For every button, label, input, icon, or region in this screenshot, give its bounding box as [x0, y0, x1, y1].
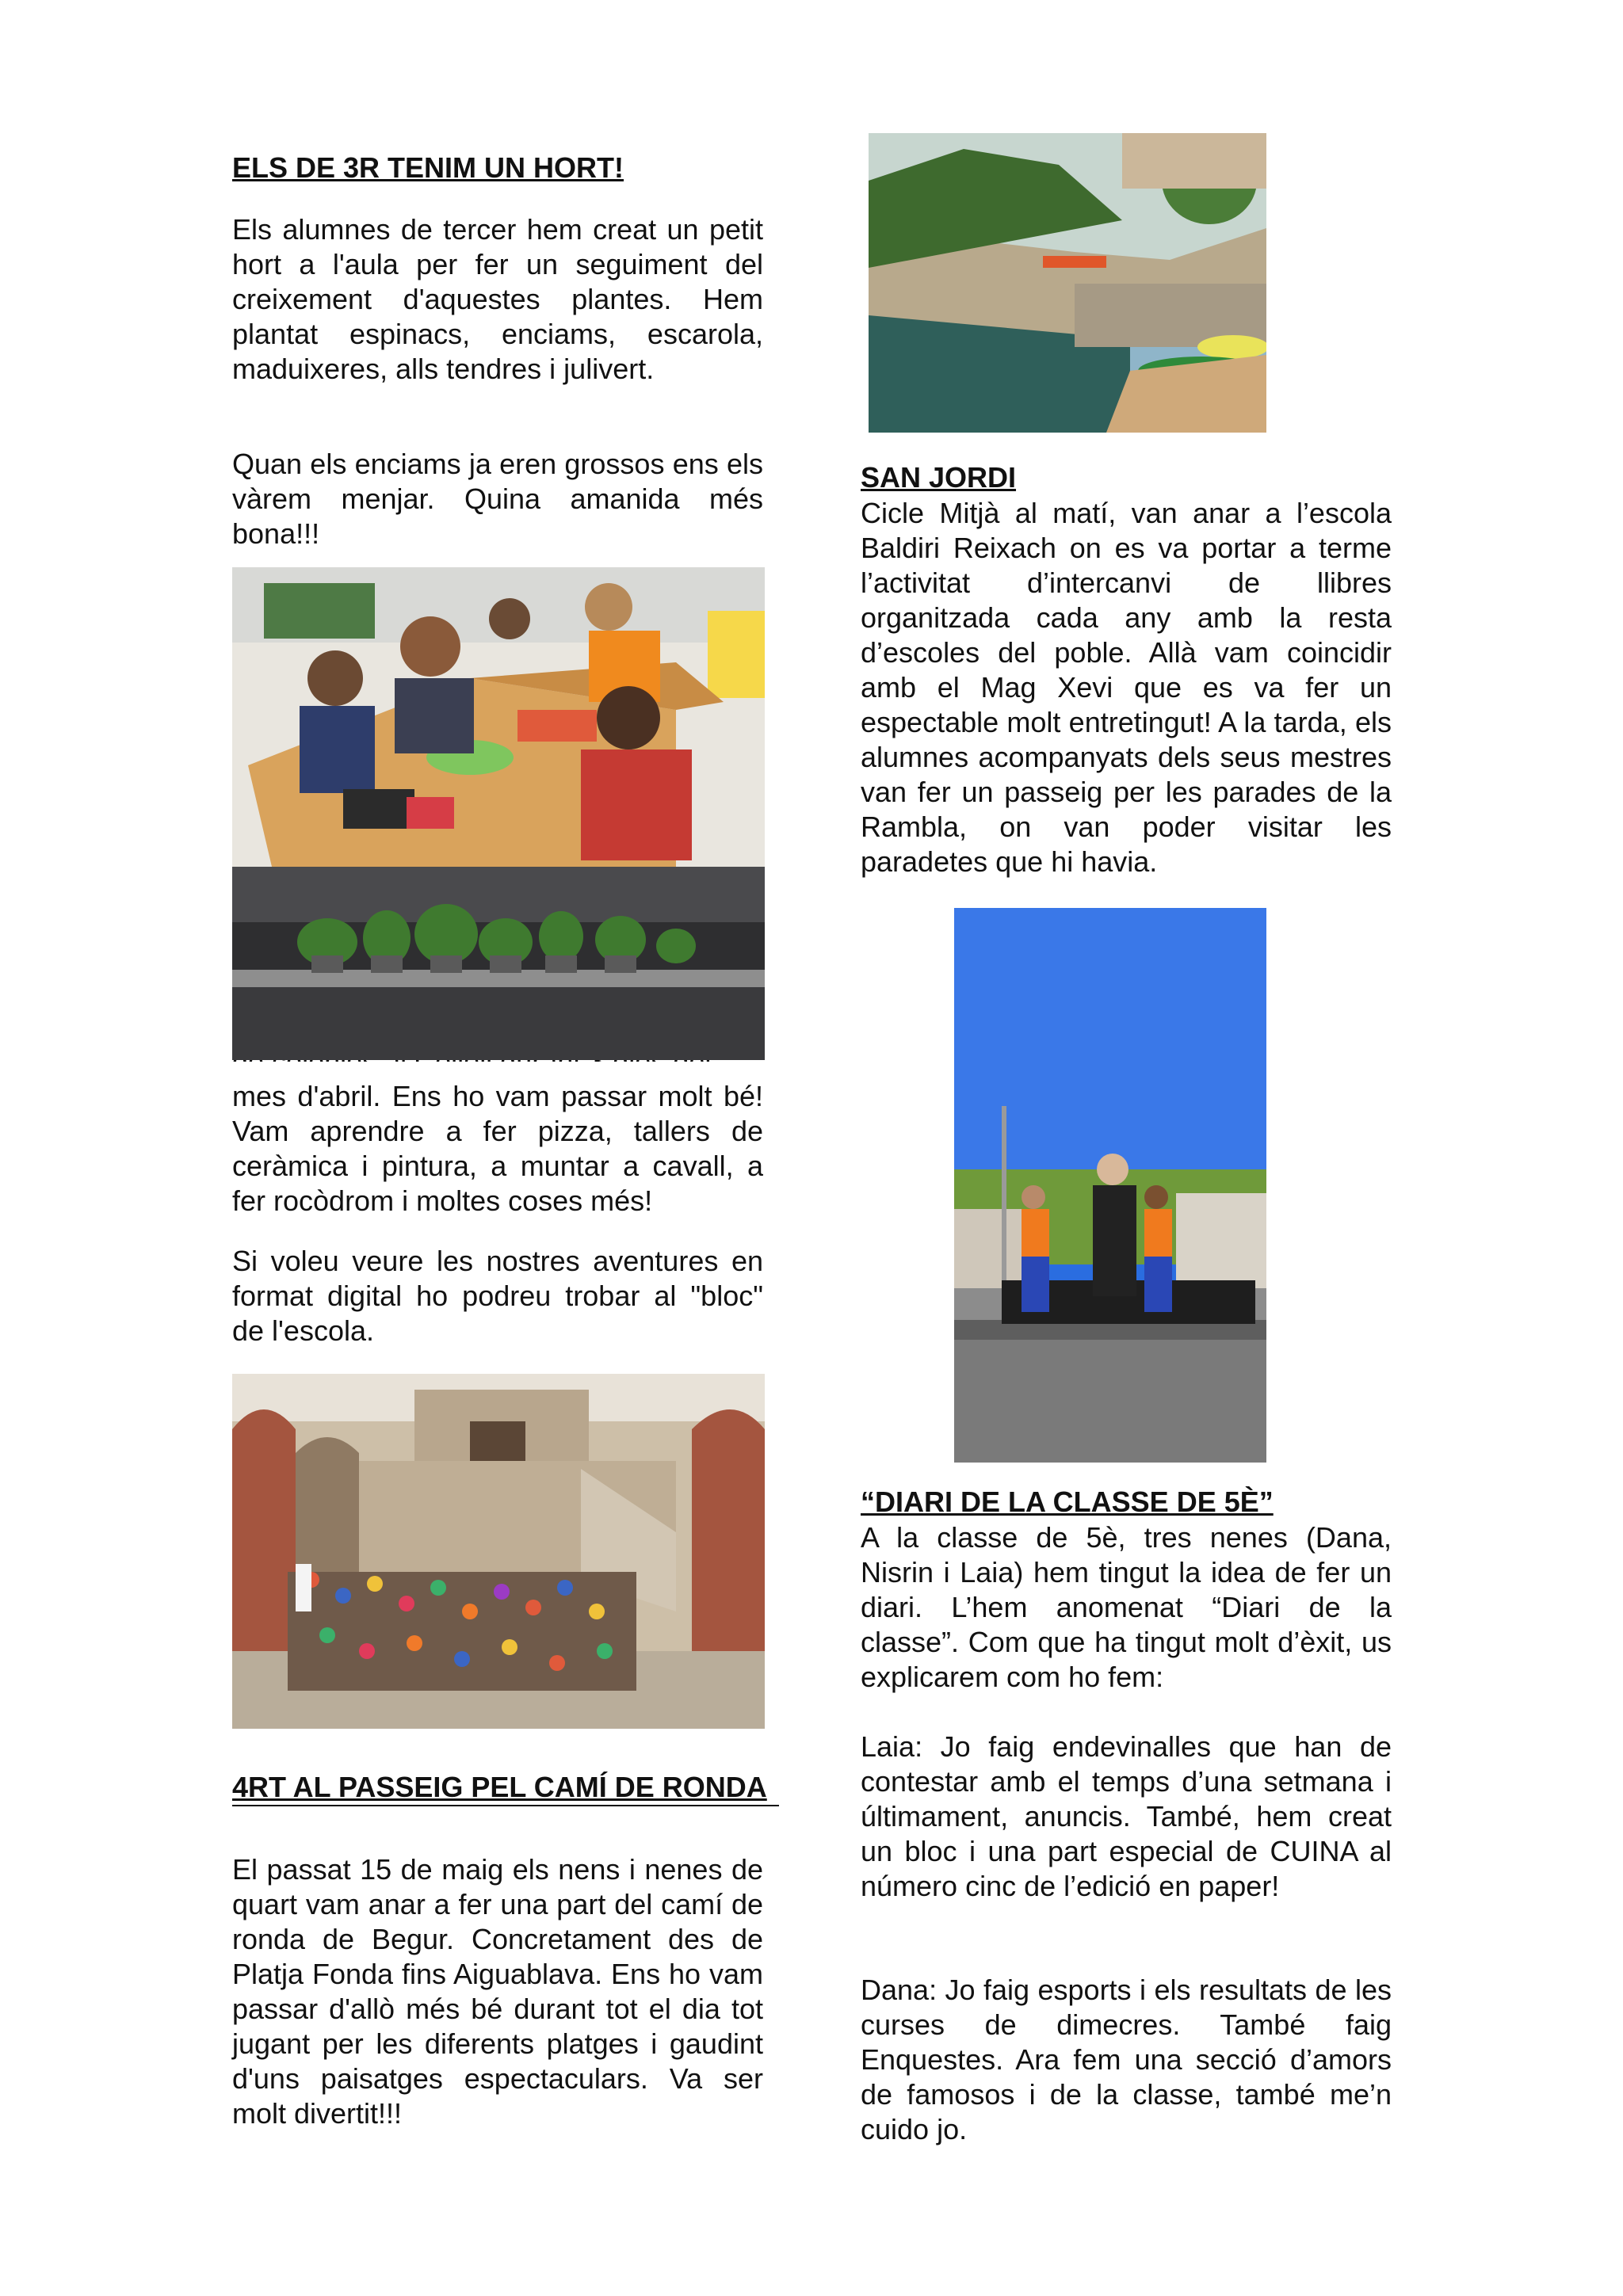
article-paragraph: El passat 15 de maig els nens i nenes de quart vam anar a fer una part del camí de ronda de Begur. Concretament des de Platja Fonda fins Aiguablava. Ens ho vam passar d'allò més bé durant tot el dia tot jugant per les diferents platges i gaudint d'uns paisatges espectaculars. Va ser molt divertit!!!: [232, 1853, 763, 2130]
windowsill-plants-photo: [232, 867, 765, 1060]
article-paragraph: Dana: Jo faig esports i els resultats de les curses de dimecres. També faig Enquestes. Ara fem una secció d’amors de famosos i de la classe, també me’n cuido jo.: [861, 1974, 1392, 2145]
article-title-diari-classe: “DIARI DE LA CLASSE DE 5È”: [861, 1486, 1274, 1518]
article-paragraph: Els alumnes de tercer hem creat un petit hort a l'aula per fer un seguiment del creixement d'aquestes plantes. Hem plantat espinacs, enciams, escarola, maduixeres, alls tendres i julivert.: [232, 213, 763, 385]
article-title-cami-ronda: 4RT AL PASSEIG PEL CAMÍ DE RONDA: [232, 1770, 779, 1806]
article-paragraph: mes d'abril. Ens ho vam passar molt bé! Vam aprendre a fer pizza, tallers de ceràmica i pintura, a muntar a cavall, a fer rocòdrom i moltes coses més!: [232, 1080, 763, 1217]
article-title-san-jordi: SAN JORDI: [861, 461, 1017, 494]
article-paragraph: Laia: Jo faig endevinalles que han de contestar amb el temps d’una setmana i últimament, anuncis. També, hem creat un bloc i una part especial de CUINA al número cinc de l’edició en paper!: [861, 1730, 1392, 1902]
article-paragraph: A la classe de 5è, tres nenes (Dana, Nisrin i Laia) hem tingut la idea de fer un diari. L’hem anomenat “Diari de la classe”. Com que ha tingut molt d’èxit, us explicarem com ho fem:: [861, 1521, 1392, 1693]
stage-event-photo: [954, 908, 1266, 1463]
article-title-hort: ELS DE 3R TENIM UN HORT!: [232, 151, 624, 184]
school-group-photo: [232, 1374, 765, 1729]
article-paragraph: Si voleu veure les nostres aventures en format digital ho podreu trobar al "bloc" de l'escola.: [232, 1245, 763, 1347]
classroom-salad-photo: [232, 567, 765, 867]
article-paragraph: Cicle Mitjà al matí, van anar a l’escola Baldiri Reixach on es va portar a terme l’activitat d’intercanvi de llibres organitzada cada any amb la resta d’escoles del poble. Allà vam coincidir amb el Mag Xevi que es va fer un espectable molt entretingut! A la tarda, els alumnes acompanyats dels seus mestres van fer un passeig per les parades de la Rambla, on van poder visitar les paradetes que hi havia.: [861, 497, 1392, 878]
coastal-path-photo: [869, 133, 1266, 433]
article-paragraph: Quan els enciams ja eren grossos ens els vàrem menjar. Quina amanida més bona!!!: [232, 448, 763, 550]
